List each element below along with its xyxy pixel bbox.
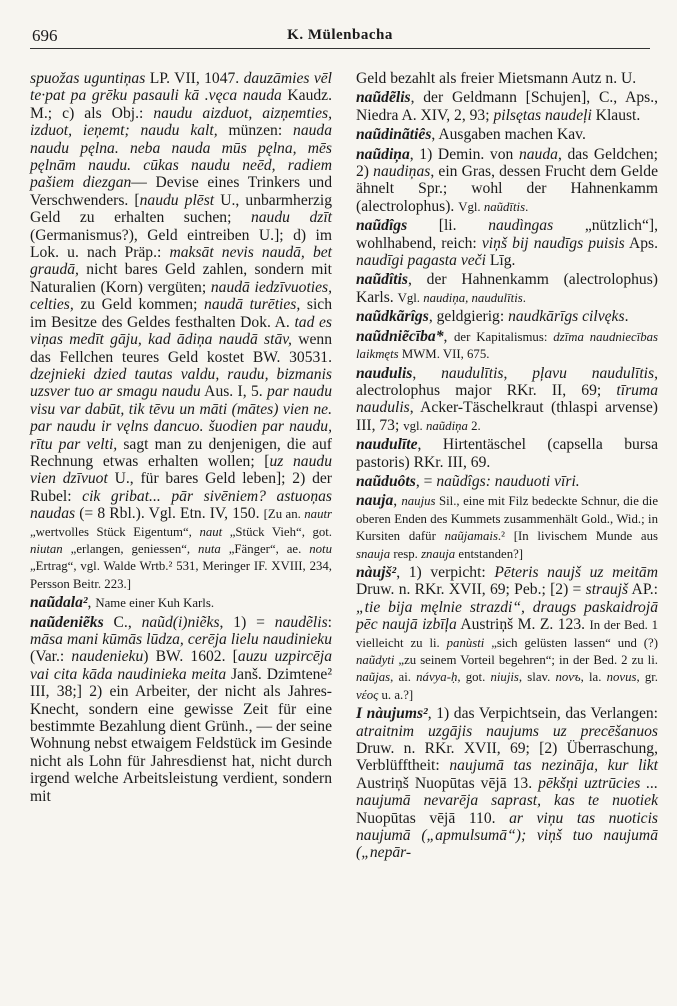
dictionary-entry: Geld bezahlt als freier Mietsmann Autz n. U. <box>356 70 637 87</box>
dictionary-entry: nàujš², 1) verpicht: Pēteris naujš uz meitām Druw. n. RKr. XVII, 69; Peb.; [2) = straujš AP.: „tie bija męlnie strazdi“, draugs paskaidrojā pēc naujā izbīļa Austriņš M. Z. 123. In der Bed. 1 vielleicht zu li. panùsti „sich gelüsten lassen“ und (?) naũdyti „zu seinem Vorteil begehren“; in der Bed. 2 zu li. naũjas, ai. návya-ḥ, got. niujis, slav. novъ, la. novus, gr. νέος u. a.?] <box>356 563 659 702</box>
dictionary-entry: naũdîgs [li. naudìngas „nützlich“], wohlhabend, reich: viņš bij naudīgs puisis Aps. naudīgi pagasta veči Līg. <box>356 217 658 270</box>
dictionary-entry: spuožas uguntiņas LP. VII, 1047. dauzāmies vēl te·pat pa grēku pasauli kā .vęca nauda Kaudz. M.; c) als Obj.: naudu aizduot, aizņemties, izduot, ieņemt; naudu kalt, münzen: nauda naudu pęlna. neba nauda mūs pęlna, mēs pęlnām naudu. cūkas naudu neēd, radiem pašiem diezgan— Devise eines Trinkers und Verschwenders. [naudu plēst U., unbarmherzig Geld zu erhalten suchen; naudu dzīt (Germanismus?), Geld eintreiben U.]; d) im Lok. u. nach Präp.: maksāt nevis naudā, bet graudā, nicht bares Geld zahlen, sondern mit Naturalien (Korn) vergüten; naudā iedzīvuoties, celties, zu Geld kommen; naudā turēties, sich im Besitze des Geldes festhalten Dok. A. tad es viņas medīt gāju, kad ādiņa naudā stāv, wenn das Fellchen teures Geld kostet BW. 30531. dzejnieki dzied tautas valdu, raudu, bizmanis uzsver tuo ar smagu naudu Aus. I, 5. par naudu visu var dabūt, tik tēvu un māti (mātes) vien ne. par naudu ir vęlns dancuo. šuodien par naudu, rītu par velti, sagt man zu denjenigen, die auf Rechnung etwas erhalten wollen; [uz naudu vien dzīvuot U., für bares Geld leben]; 2) der Rubel: cik gribat... pār sivēniem? astuoņas naudas (= 8 Rbl.). Vgl. Etn. IV, 150. [Zu an. nautr „wertvolles Stück Eigentum“, naut „Stück Vieh“, got. niutan „erlangen, geniessen“, nuta „Fänger“, ae. notu „Ertrag“, vgl. Walde Wrtb.² 531, Meringer IF. XVIII, 234, Persson Beitr. 223.] <box>30 70 333 591</box>
dictionary-entry: naũdniẽcība*, der Kapitalismus: dzīma naudniecības laikmęts MWM. VII, 675. <box>356 327 659 362</box>
dictionary-entry: naudulīte, Hirtentäschel (capsella bursa pastoris) RKr. III, 69. <box>356 436 658 471</box>
page-header <box>30 22 650 49</box>
page-number: 696 <box>32 26 58 45</box>
dictionary-entry: naũdinãtiês, Ausgaben machen Kav. <box>356 126 586 144</box>
dictionary-entry: naũdẽlis, der Geldmann [Schujen], C., Aps., Niedra A. XIV, 2, 93; pilsętas naudeļi Klaust. <box>356 89 658 124</box>
dictionary-entry: naũdîtis, der Hahnenkamm (alectrolophus) Karls. Vgl. naudiņa, naudulītis. <box>356 271 658 306</box>
dictionary-entry: naũduôts, = naũdîgs: nauduoti vīri. <box>356 472 580 490</box>
dictionary-entry: naũdiņa, 1) Demin. von nauda, das Geldchen; 2) naudiņas, ein Gras, dessen Frucht dem Gelde ähnelt Spr.; wohl der Hahnenkamm (alectrolophus). Vgl. naũdītis. <box>356 145 658 215</box>
dictionary-entry: I nàujums², 1) das Verpichtsein, das Verlangen: atraitnim uzgājis naujums uz precēšanuos Druw. n. RKr. XVII, 69; [2) Überraschung, Verblüfftheit: naujumā tas nezināja, kur likt Austriņš Nuopūtas vējā 13. pēkšņi uztrūcies ... naujumā nevarēja saprast, kas te nuotiek Nuopūtas vējā 110. ar viņu tas nuoticis naujumā („apmulsumā“); viņš tuo naujumā („nepār- <box>356 705 659 862</box>
dictionary-entry: naũdkãrîgs, geldgierig: naudkārīgs cilvęks. <box>356 308 629 326</box>
dictionary-entry: naũdeniẽks C., naũd(i)niẽks, 1) = naudẽlis: māsa mani kūmās lūdza, cerēja lielu naudinieku (Var.: naudenieku) BW. 1602. [auzu uzpircēja vai cita kāda naudinieka meita Janš. Dzimtene² III, 38;] 2) ein Arbeiter, der nicht als Jahres-Knecht, sondern eine gewisse Zeit für eine bestimmte Bezahlung dient Grünh., — der seine Wohnung nebst etwaigem Feldstück im Gesinde nicht als Lohn für Jahresdienst hat, nicht durch irgend welche Arbeitsleistung verdient, sondern mit <box>30 613 333 805</box>
left-column <box>30 70 332 805</box>
dictionary-entry: nauja, naujus Sil., eine mit Filz bedeckte Schnur, die die oberen Enden des Kummets zusammenhält Gold., Wid.; in Kursiten dafür naũjamais.² [In livischem Munde aus snauja resp. znauja entstanden?] <box>356 492 659 561</box>
dictionary-entry: naũdala², Name einer Kuh Karls. <box>30 594 215 612</box>
running-head: K. Mülenbacha <box>287 27 393 43</box>
dictionary-entry: naudulis, naudulītis, pļavu naudulītis, alectrolophus major RKr. II, 69; tīruma naudulis, Acker-Täschelkraut (thlaspi arvense) III, 73; vgl. naũdiņa 2. <box>356 364 658 434</box>
right-column <box>356 70 658 862</box>
